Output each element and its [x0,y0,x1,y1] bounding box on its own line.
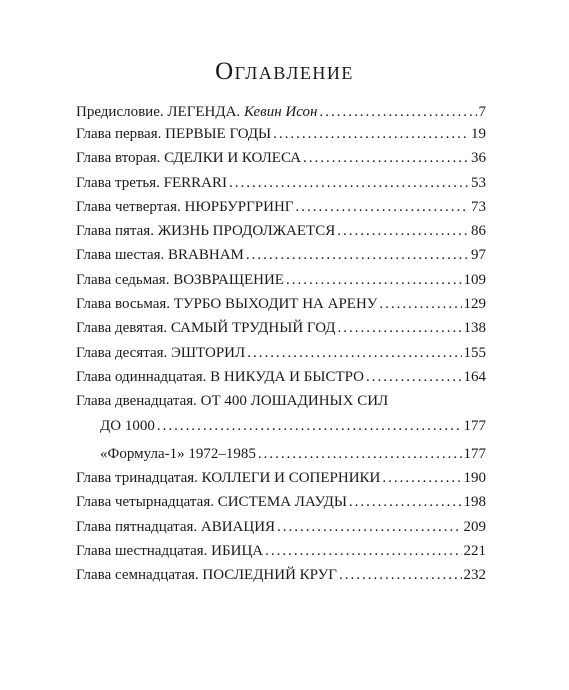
toc-page-number: 232 [463,567,486,584]
toc-entry-chapter-9[interactable] [76,316,486,340]
toc-entry-text: Глава девятая. САМЫЙ ТРУДНЫЙ ГОД [76,320,336,337]
toc-page-number: 209 [463,518,486,535]
dot-leader [157,414,462,438]
toc-entry-text: Глава одиннадцатая. В НИКУДА И БЫСТРО [76,368,364,385]
toc-page-number: 177 [463,445,486,462]
dot-leader [337,219,469,243]
toc-entry-text: Глава вторая. СДЕЛКИ И КОЛЕСА [76,150,302,167]
dot-leader [382,466,461,490]
dot-leader [319,102,476,122]
dot-leader [265,539,461,563]
dot-leader [366,365,462,389]
toc-entry-text: Глава шестнадцатая. ИБИЦА [76,543,264,560]
toc-entry-chapter-10[interactable] [76,341,486,365]
toc-page-number: 155 [463,344,486,361]
toc-entry-chapter-3[interactable] [76,171,486,195]
toc-entry-text: Глава двенадцатая. ОТ 400 ЛОШАДИНЫХ СИЛ [76,393,389,410]
toc-entry-chapter-6[interactable] [76,243,486,267]
toc-entry-text: Предисловие. ЛЕГЕНДА. Кевин Исон [76,104,318,120]
table-of-contents [76,102,486,588]
toc-page-number: 7 [478,104,486,120]
dot-leader [303,146,469,170]
dot-leader [379,292,461,316]
toc-page-number: 36 [471,150,486,167]
toc-page-number: 164 [463,368,486,385]
dot-leader [338,316,462,340]
toc-entry-chapter-1[interactable] [76,122,486,146]
toc-entry-chapter-4[interactable] [76,195,486,219]
toc-entry-chapter-14[interactable] [76,490,486,514]
toc-page-number: 53 [471,174,486,191]
toc-page-number: 19 [471,126,486,142]
toc-entry-text: Глава пятнадцатая. АВИАЦИЯ [76,518,276,535]
dot-leader [295,195,469,219]
toc-entry-text: Глава семнадцатая. ПОСЛЕДНИЙ КРУГ [76,567,337,584]
dot-leader [277,515,461,539]
toc-entry-text: Глава третья. FERRARI [76,174,228,191]
toc-entry-chapter-8[interactable] [76,292,486,316]
toc-page-number: 97 [471,247,486,264]
dot-leader [349,490,462,514]
toc-entry-chapter-17[interactable] [76,563,486,587]
toc-entry-text: Глава четырнадцатая. СИСТЕМА ЛАУДЫ [76,494,347,511]
dot-leader [258,442,462,466]
toc-page-number: 138 [463,320,486,337]
toc-entry-chapter-5[interactable] [76,219,486,243]
toc-entry-chapter-12-continued[interactable] [76,414,486,438]
toc-entry-appendix[interactable] [76,442,486,466]
toc-entry-preface[interactable] [76,102,486,122]
toc-page-number: 129 [463,296,486,313]
toc-entry-text: Глава десятая. ЭШТОРИЛ [76,344,246,361]
dot-leader [286,268,462,292]
toc-page-number: 109 [463,271,486,288]
dot-leader [247,341,461,365]
toc-entry-chapter-15[interactable] [76,515,486,539]
dot-leader [246,243,469,267]
toc-page-number: 73 [471,198,486,215]
toc-entry-chapter-11[interactable] [76,365,486,389]
toc-entry-chapter-2[interactable] [76,146,486,170]
toc-entry-text: «Формула-1» 1972–1985 [100,445,256,462]
toc-entry-chapter-13[interactable] [76,466,486,490]
toc-entry-text: Глава пятая. ЖИЗНЬ ПРОДОЛЖАЕТСЯ [76,223,336,240]
toc-entry-text: Глава седьмая. ВОЗВРАЩЕНИЕ [76,271,284,288]
toc-entry-text: Глава четвертая. НЮРБУРГРИНГ [76,198,294,215]
toc-entry-text: Глава шестая. BRABHAM [76,247,244,264]
toc-entry-chapter-12[interactable] [76,389,486,413]
dot-leader [339,563,462,587]
toc-page-number: 177 [463,417,486,434]
dot-leader [229,171,469,195]
toc-page-number: 86 [471,223,486,240]
toc-entry-text: Глава тринадцатая. КОЛЛЕГИ И СОПЕРНИКИ [76,470,381,487]
toc-page-number: 190 [463,470,486,487]
toc-entry-text: Глава восьмая. ТУРБО ВЫХОДИТ НА АРЕНУ [76,296,378,313]
toc-entry-text: ДО 1000 [100,417,155,434]
toc-entry-chapter-7[interactable] [76,268,486,292]
toc-page-number: 221 [463,543,486,560]
dot-leader [273,122,469,146]
toc-title: Оглавление [215,58,354,85]
toc-entry-text: Глава первая. ПЕРВЫЕ ГОДЫ [76,126,272,142]
toc-entry-chapter-16[interactable] [76,539,486,563]
toc-page-number: 198 [463,494,486,511]
